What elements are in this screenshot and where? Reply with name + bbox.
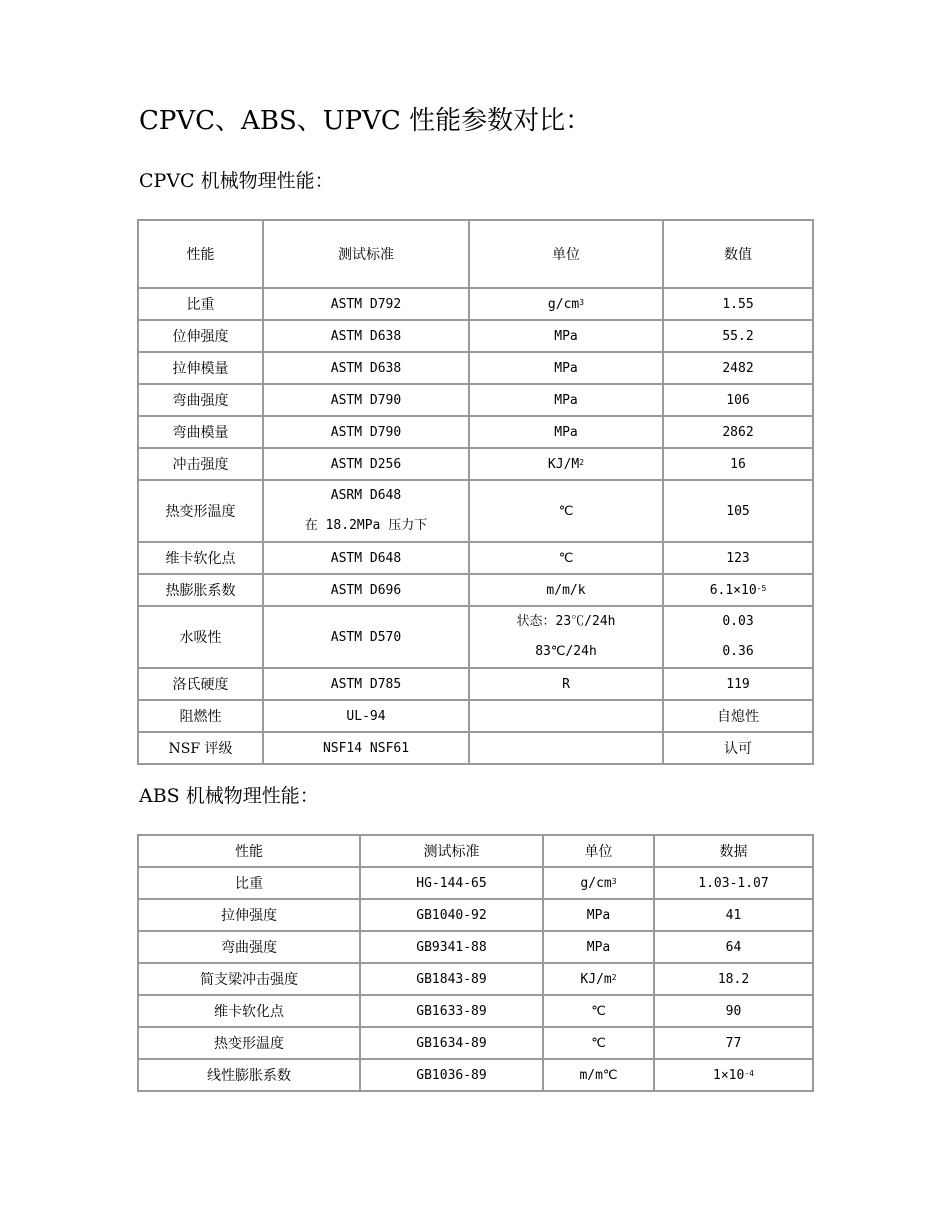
unit-cell: ℃ bbox=[469, 542, 663, 574]
value-cell: 2862 bbox=[663, 416, 813, 448]
value-line: 0.36 bbox=[722, 644, 754, 659]
value-cell: 18.2 bbox=[654, 963, 813, 995]
header-unit: 单位 bbox=[469, 220, 663, 288]
unit-cell bbox=[469, 448, 663, 480]
property-cell: 比重 bbox=[138, 288, 263, 320]
unit-cell: MPa bbox=[543, 899, 654, 931]
header-property: 性能 bbox=[138, 220, 263, 288]
table-row bbox=[138, 574, 813, 606]
property-cell: 阻燃性 bbox=[138, 700, 263, 732]
table-row bbox=[138, 320, 813, 352]
standard-cell: ASTM D638 bbox=[263, 320, 469, 352]
header-property: 性能 bbox=[138, 835, 360, 867]
unit-cell: m/m/k bbox=[469, 574, 663, 606]
standard-cell: ASTM D696 bbox=[263, 574, 469, 606]
unit-line: 状态：23℃/24h bbox=[516, 614, 616, 629]
value-cell bbox=[663, 606, 813, 668]
property-cell: 洛氏硬度 bbox=[138, 668, 263, 700]
table-row bbox=[138, 352, 813, 384]
header-unit: 单位 bbox=[543, 835, 654, 867]
standard-cell: ASTM D638 bbox=[263, 352, 469, 384]
value-cell: 64 bbox=[654, 931, 813, 963]
unit-cell: MPa bbox=[543, 931, 654, 963]
property-cell: 位伸强度 bbox=[138, 320, 263, 352]
table-row bbox=[138, 1027, 813, 1059]
unit-cell: ℃ bbox=[543, 995, 654, 1027]
value-cell: 2482 bbox=[663, 352, 813, 384]
standard-cell: ASTM D790 bbox=[263, 384, 469, 416]
value-superscript: -4 bbox=[744, 1068, 754, 1078]
unit-text: KJ/M bbox=[547, 456, 580, 472]
unit-cell bbox=[543, 963, 654, 995]
standard-cell: NSF14 NSF61 bbox=[263, 732, 469, 764]
value-text: 1×10 bbox=[713, 1067, 745, 1083]
property-cell: 拉伸模量 bbox=[138, 352, 263, 384]
unit-text: KJ/m bbox=[580, 971, 612, 987]
standard-cell: HG-144-65 bbox=[360, 867, 543, 899]
table-header-row bbox=[138, 835, 813, 867]
value-cell: 1.03-1.07 bbox=[654, 867, 813, 899]
table-row bbox=[138, 899, 813, 931]
standard-cell: ASTM D792 bbox=[263, 288, 469, 320]
standard-cell: GB9341-88 bbox=[360, 931, 543, 963]
property-cell: 热变形温度 bbox=[138, 1027, 360, 1059]
unit-cell: ℃ bbox=[469, 480, 663, 542]
unit-line: 83℃/24h bbox=[535, 644, 597, 659]
table-row bbox=[138, 963, 813, 995]
value-cell: 认可 bbox=[663, 732, 813, 764]
standard-cell: ASTM D790 bbox=[263, 416, 469, 448]
standard-cell: GB1843-89 bbox=[360, 963, 543, 995]
value-superscript: -5 bbox=[756, 583, 767, 593]
table-row bbox=[138, 384, 813, 416]
property-cell: 水吸性 bbox=[138, 606, 263, 668]
unit-superscript: 2 bbox=[611, 972, 617, 982]
standard-cell: GB1036-89 bbox=[360, 1059, 543, 1091]
unit-cell bbox=[469, 700, 663, 732]
unit-cell bbox=[543, 867, 654, 899]
standard-cell: GB1633-89 bbox=[360, 995, 543, 1027]
table-row bbox=[138, 931, 813, 963]
property-cell: 简支梁冲击强度 bbox=[138, 963, 360, 995]
value-text: 6.1×10 bbox=[709, 582, 757, 598]
value-cell: 123 bbox=[663, 542, 813, 574]
header-value: 数值 bbox=[663, 220, 813, 288]
property-cell: 维卡软化点 bbox=[138, 995, 360, 1027]
unit-cell: R bbox=[469, 668, 663, 700]
table-row bbox=[138, 448, 813, 480]
table-row bbox=[138, 700, 813, 732]
unit-text: g/cm bbox=[547, 296, 580, 312]
value-cell: 90 bbox=[654, 995, 813, 1027]
standard-cell: UL-94 bbox=[263, 700, 469, 732]
table-row bbox=[138, 668, 813, 700]
table-row bbox=[138, 995, 813, 1027]
standard-cell: ASTM D570 bbox=[263, 606, 469, 668]
page-title: CPVC、ABS、UPVC 性能参数对比： bbox=[139, 106, 592, 136]
unit-superscript: 3 bbox=[611, 876, 617, 886]
value-cell: 自熄性 bbox=[663, 700, 813, 732]
value-cell bbox=[663, 574, 813, 606]
property-cell: 弯曲强度 bbox=[138, 931, 360, 963]
header-standard: 测试标准 bbox=[360, 835, 543, 867]
property-cell: 维卡软化点 bbox=[138, 542, 263, 574]
unit-cell: MPa bbox=[469, 352, 663, 384]
unit-cell bbox=[469, 732, 663, 764]
value-cell: 41 bbox=[654, 899, 813, 931]
table-row bbox=[138, 867, 813, 899]
header-value: 数据 bbox=[654, 835, 813, 867]
table-row bbox=[138, 288, 813, 320]
value-cell: 105 bbox=[663, 480, 813, 542]
property-cell: 弯曲模量 bbox=[138, 416, 263, 448]
unit-cell: m/m℃ bbox=[543, 1059, 654, 1091]
standard-cell: ASTM D648 bbox=[263, 542, 469, 574]
standard-line: ASRM D648 bbox=[330, 488, 402, 503]
header-standard: 测试标准 bbox=[263, 220, 469, 288]
value-cell: 106 bbox=[663, 384, 813, 416]
unit-superscript: 3 bbox=[579, 297, 585, 307]
table-row bbox=[138, 542, 813, 574]
unit-cell: MPa bbox=[469, 384, 663, 416]
unit-cell: MPa bbox=[469, 416, 663, 448]
cpvc-properties-table bbox=[137, 219, 814, 765]
property-cell: 线性膨胀系数 bbox=[138, 1059, 360, 1091]
table-row bbox=[138, 1059, 813, 1091]
value-cell: 119 bbox=[663, 668, 813, 700]
table-row bbox=[138, 480, 813, 542]
property-cell: 冲击强度 bbox=[138, 448, 263, 480]
property-cell: 比重 bbox=[138, 867, 360, 899]
standard-cell bbox=[263, 480, 469, 542]
unit-cell bbox=[469, 288, 663, 320]
property-cell: 拉伸强度 bbox=[138, 899, 360, 931]
property-cell: NSF 评级 bbox=[138, 732, 263, 764]
standard-cell: GB1634-89 bbox=[360, 1027, 543, 1059]
standard-cell: ASTM D785 bbox=[263, 668, 469, 700]
abs-section-title: ABS 机械物理性能： bbox=[139, 785, 319, 807]
value-line: 0.03 bbox=[722, 614, 754, 629]
abs-properties-table bbox=[137, 834, 814, 1092]
table-row bbox=[138, 416, 813, 448]
table-row bbox=[138, 732, 813, 764]
unit-cell: ℃ bbox=[543, 1027, 654, 1059]
unit-superscript: 2 bbox=[579, 457, 585, 467]
value-cell bbox=[654, 1059, 813, 1091]
standard-line: 在 18.2MPa 压力下 bbox=[304, 518, 428, 533]
table-header-row bbox=[138, 220, 813, 288]
table-row bbox=[138, 606, 813, 668]
unit-cell: MPa bbox=[469, 320, 663, 352]
property-cell: 热膨胀系数 bbox=[138, 574, 263, 606]
unit-text: g/cm bbox=[580, 875, 612, 891]
value-cell: 55.2 bbox=[663, 320, 813, 352]
value-cell: 16 bbox=[663, 448, 813, 480]
property-cell: 弯曲强度 bbox=[138, 384, 263, 416]
property-cell: 热变形温度 bbox=[138, 480, 263, 542]
standard-cell: ASTM D256 bbox=[263, 448, 469, 480]
unit-cell bbox=[469, 606, 663, 668]
standard-cell: GB1040-92 bbox=[360, 899, 543, 931]
value-cell: 77 bbox=[654, 1027, 813, 1059]
value-cell: 1.55 bbox=[663, 288, 813, 320]
cpvc-section-title: CPVC 机械物理性能： bbox=[139, 170, 334, 192]
